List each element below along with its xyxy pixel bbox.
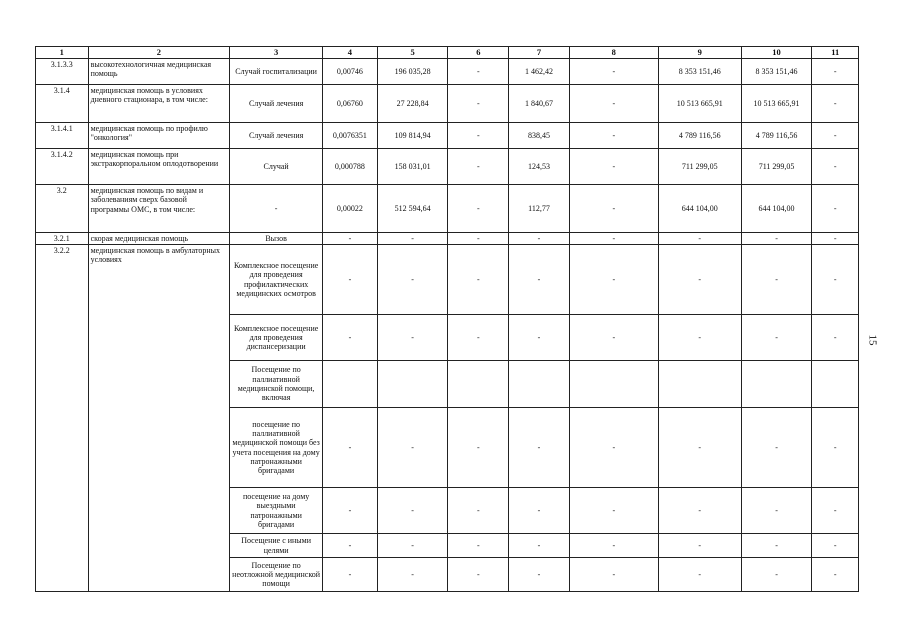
cell-col8: -	[569, 558, 658, 592]
cell-col8: -	[569, 233, 658, 245]
cell-col4: 0,0076351	[323, 123, 378, 149]
cell-col6: -	[448, 408, 509, 488]
cell-col8: -	[569, 59, 658, 85]
cell-col4: -	[323, 558, 378, 592]
cell-col5: -	[377, 534, 448, 558]
table-row	[36, 85, 859, 123]
cell-col6: -	[448, 488, 509, 534]
cell-col8: -	[569, 85, 658, 123]
cell-col5: -	[377, 558, 448, 592]
cell-col8: -	[569, 149, 658, 185]
cell-col11: -	[812, 245, 859, 315]
cell-col5: 109 814,94	[377, 123, 448, 149]
cell-col4	[323, 361, 378, 408]
cell-col8: -	[569, 123, 658, 149]
cell-col7: 1 840,67	[509, 85, 570, 123]
cell-col9: 711 299,05	[658, 149, 741, 185]
cell-col6: -	[448, 149, 509, 185]
row-unit: Вызов	[230, 233, 323, 245]
cell-col11: -	[812, 149, 859, 185]
row-unit: Случай лечения	[230, 123, 323, 149]
cell-col9: 8 353 151,46	[658, 59, 741, 85]
table-row	[36, 245, 859, 315]
cell-col6: -	[448, 123, 509, 149]
cell-col5: -	[377, 315, 448, 361]
cell-col7: 838,45	[509, 123, 570, 149]
cell-col6: -	[448, 245, 509, 315]
cell-col4: 0,000788	[323, 149, 378, 185]
cell-col5: -	[377, 408, 448, 488]
cell-col9: -	[658, 233, 741, 245]
cell-col10: 8 353 151,46	[741, 59, 812, 85]
row-description: скорая медицинская помощь	[88, 233, 230, 245]
cell-col9: -	[658, 408, 741, 488]
row-unit: Посещение с иными целями	[230, 534, 323, 558]
page-number: 15	[866, 334, 879, 346]
cell-col11: -	[812, 185, 859, 233]
cell-col4: -	[323, 315, 378, 361]
cell-col9: -	[658, 558, 741, 592]
row-description: медицинская помощь по видам и заболеваниям сверх базовой программы ОМС, в том числе:	[88, 185, 230, 233]
cell-col9: 10 513 665,91	[658, 85, 741, 123]
header-cell: 7	[509, 47, 570, 59]
cell-col9: -	[658, 315, 741, 361]
row-unit: Случай госпитализации	[230, 59, 323, 85]
cell-col10: -	[741, 488, 812, 534]
cell-col11: -	[812, 488, 859, 534]
cell-col10: 711 299,05	[741, 149, 812, 185]
cell-col10: 10 513 665,91	[741, 85, 812, 123]
cell-col8: -	[569, 245, 658, 315]
cell-col10: -	[741, 558, 812, 592]
row-description: медицинская помощь в условиях дневного стационара, в том числе:	[88, 85, 230, 123]
cell-col9: 644 104,00	[658, 185, 741, 233]
cell-col9: -	[658, 488, 741, 534]
table-row	[36, 149, 859, 185]
row-code: 3.1.3.3	[36, 59, 89, 85]
cell-col9: 4 789 116,56	[658, 123, 741, 149]
row-unit: Посещение по неотложной медицинской помощи	[230, 558, 323, 592]
table-row	[36, 59, 859, 85]
row-code: 3.2	[36, 185, 89, 233]
table-row	[36, 185, 859, 233]
cell-col11: -	[812, 558, 859, 592]
header-cell: 6	[448, 47, 509, 59]
cell-col6	[448, 361, 509, 408]
row-unit: посещение по паллиативной медицинской помощи без учета посещения на дому патронажными бригадами	[230, 408, 323, 488]
cell-col11	[812, 361, 859, 408]
cell-col4: 0,00022	[323, 185, 378, 233]
cell-col10: -	[741, 233, 812, 245]
cell-col11: -	[812, 534, 859, 558]
cell-col4: -	[323, 408, 378, 488]
table-row	[36, 233, 859, 245]
cell-col10: -	[741, 408, 812, 488]
cell-col10	[741, 361, 812, 408]
row-code: 3.1.4	[36, 85, 89, 123]
header-cell: 8	[569, 47, 658, 59]
cell-col9	[658, 361, 741, 408]
cell-col9: -	[658, 534, 741, 558]
cell-col5: 512 594,64	[377, 185, 448, 233]
header-cell: 4	[323, 47, 378, 59]
cell-col6: -	[448, 233, 509, 245]
cell-col4: -	[323, 488, 378, 534]
cell-col7	[509, 361, 570, 408]
row-unit: Посещение по паллиативной медицинской помощи, включая	[230, 361, 323, 408]
row-unit: -	[230, 185, 323, 233]
header-cell: 3	[230, 47, 323, 59]
cell-col8: -	[569, 185, 658, 233]
cell-col7: -	[509, 534, 570, 558]
header-row	[36, 47, 859, 59]
cell-col6: -	[448, 185, 509, 233]
cell-col5: -	[377, 233, 448, 245]
row-code: 3.2.1	[36, 233, 89, 245]
cell-col5: -	[377, 245, 448, 315]
cell-col8	[569, 361, 658, 408]
cell-col8: -	[569, 534, 658, 558]
cell-col10: -	[741, 245, 812, 315]
cell-col10: -	[741, 534, 812, 558]
cell-col7: -	[509, 408, 570, 488]
cell-col6: -	[448, 558, 509, 592]
cell-col10: 4 789 116,56	[741, 123, 812, 149]
cell-col7: -	[509, 315, 570, 361]
header-cell: 11	[812, 47, 859, 59]
row-description: медицинская помощь при экстракорпоральном оплодотворении	[88, 149, 230, 185]
cell-col4: -	[323, 233, 378, 245]
header-cell: 10	[741, 47, 812, 59]
cell-col11: -	[812, 59, 859, 85]
cell-col4: 0,00746	[323, 59, 378, 85]
cell-col11: -	[812, 233, 859, 245]
cell-col7: -	[509, 245, 570, 315]
row-code: 3.1.4.2	[36, 149, 89, 185]
header-cell: 2	[88, 47, 230, 59]
header-cell: 1	[36, 47, 89, 59]
cell-col7: 1 462,42	[509, 59, 570, 85]
cell-col7: -	[509, 558, 570, 592]
cell-col8: -	[569, 315, 658, 361]
cell-col10: 644 104,00	[741, 185, 812, 233]
cell-col8: -	[569, 488, 658, 534]
row-unit: посещение на дому выездными патронажными бригадами	[230, 488, 323, 534]
row-description: высокотехнологичная медицинская помощь	[88, 59, 230, 85]
cell-col10: -	[741, 315, 812, 361]
row-unit: Случай лечения	[230, 85, 323, 123]
row-unit: Случай	[230, 149, 323, 185]
cell-col11: -	[812, 408, 859, 488]
cell-col4: 0,06760	[323, 85, 378, 123]
header-cell: 5	[377, 47, 448, 59]
cell-col5: 158 031,01	[377, 149, 448, 185]
cell-col5: 196 035,28	[377, 59, 448, 85]
cell-col7: 112,77	[509, 185, 570, 233]
cell-col8: -	[569, 408, 658, 488]
cell-col5	[377, 361, 448, 408]
cell-col11: -	[812, 123, 859, 149]
cell-col5: -	[377, 488, 448, 534]
cell-col4: -	[323, 245, 378, 315]
cell-col6: -	[448, 534, 509, 558]
cell-col4: -	[323, 534, 378, 558]
cell-col7: -	[509, 233, 570, 245]
cell-col11: -	[812, 85, 859, 123]
table-row	[36, 123, 859, 149]
data-table	[35, 46, 859, 592]
cell-col7: 124,53	[509, 149, 570, 185]
cell-col9: -	[658, 245, 741, 315]
row-description: медицинская помощь по профилю "онкология"	[88, 123, 230, 149]
cell-col6: -	[448, 315, 509, 361]
row-unit: Комплексное посещение для проведения диспансеризации	[230, 315, 323, 361]
row-description: медицинская помощь в амбулаторных условиях	[88, 245, 230, 592]
cell-col6: -	[448, 85, 509, 123]
cell-col6: -	[448, 59, 509, 85]
header-cell: 9	[658, 47, 741, 59]
row-code: 3.1.4.1	[36, 123, 89, 149]
cell-col5: 27 228,84	[377, 85, 448, 123]
cell-col11: -	[812, 315, 859, 361]
row-code: 3.2.2	[36, 245, 89, 592]
row-unit: Комплексное посещение для проведения профилактических медицинских осмотров	[230, 245, 323, 315]
cell-col7: -	[509, 488, 570, 534]
